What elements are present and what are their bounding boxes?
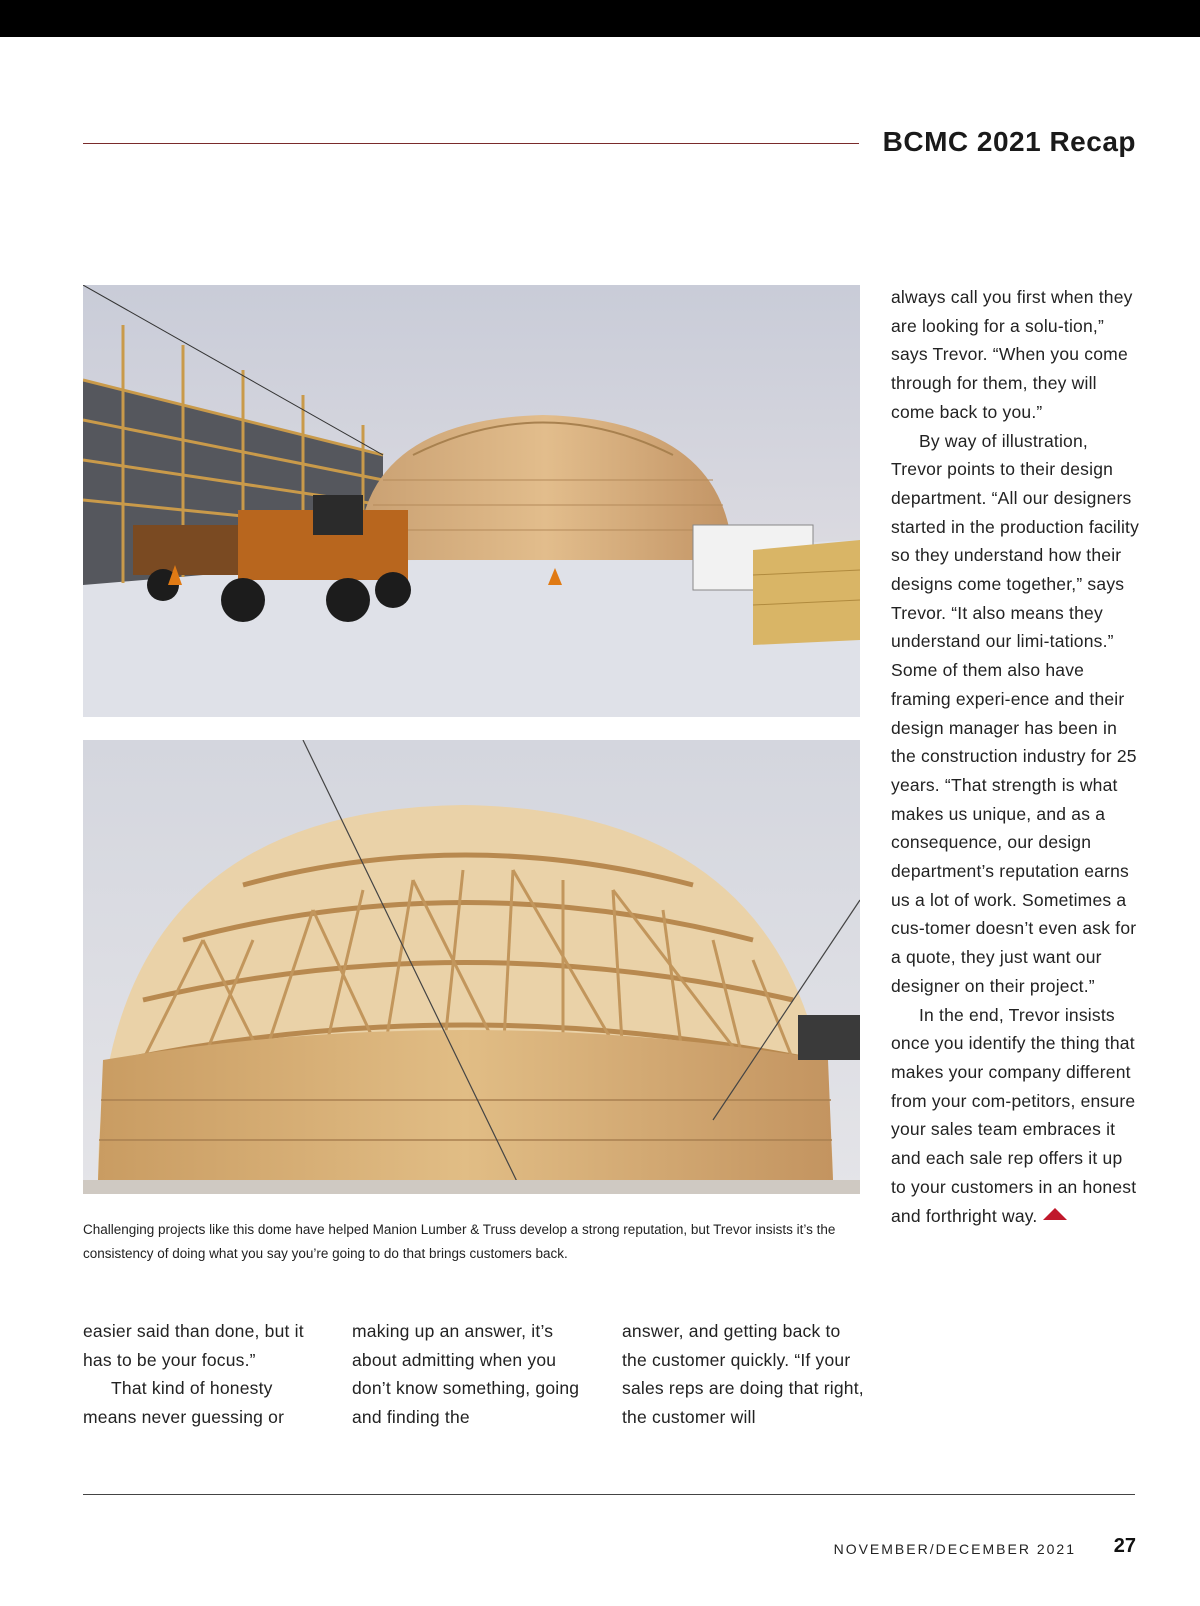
- photo-caption: Challenging projects like this dome have helped Manion Lumber & Truss develop a strong reputation, but Trevor insists it’s the consistency of doing what you say you’re going to do that brings customers back.: [83, 1222, 836, 1261]
- footer-rule: [83, 1494, 1135, 1495]
- issue-date: NOVEMBER/DECEMBER 2021: [833, 1541, 1076, 1557]
- end-of-article-triangle-icon: [1043, 1208, 1067, 1220]
- article-paragraph: always call you first when they are looking for a solu-tion,” says Trevor. “When you come through for them, they will come back to you.”: [891, 287, 1133, 422]
- dome-truss-photo: [83, 740, 860, 1194]
- article-paragraph-text: In the end, Trevor insists once you identify the thing that makes your company different from your com-petitors, ensure your sales team embraces it and each sale rep offers it up to your customers in an honest and forthright way.: [891, 1004, 1137, 1226]
- page-number: 27: [1113, 1535, 1136, 1557]
- top-bar: [0, 0, 1200, 37]
- article-paragraph: making up an answer, it’s about admitting when you don’t know something, going and finding the: [352, 1321, 580, 1428]
- article-column-2: [352, 1317, 597, 1432]
- dome-site-photo: [83, 285, 860, 717]
- article-paragraph: By way of illustration, Trevor points to their design department. “All our designers started in the production facility so they understand how their designs come together,” says Trevor. “It also means they understand our limi-tations.” Some of them also have framing experi-ence and their design manager has been in the construction industry for 25 years. “That strength is what makes us unique, and as a consequence, our design department’s reputation earns us a lot of work. Sometimes a cus-tomer doesn’t even ask for a quote, they just want our designer on their project.”: [891, 430, 1140, 996]
- article-column-3: [622, 1317, 867, 1432]
- article-paragraph: answer, and getting back to the customer quickly. “If your sales reps are doing that right, the customer will: [622, 1321, 864, 1428]
- article-column-4: [891, 283, 1141, 1230]
- article-paragraph: That kind of honesty means never guessing or: [83, 1378, 285, 1428]
- article-paragraph-final: [891, 1001, 1141, 1231]
- article-paragraph: easier said than done, but it has to be your focus.”: [83, 1321, 304, 1370]
- header-rule: [83, 143, 859, 144]
- section-title: BCMC 2021 Recap: [882, 126, 1136, 157]
- article-column-1: [83, 1317, 328, 1432]
